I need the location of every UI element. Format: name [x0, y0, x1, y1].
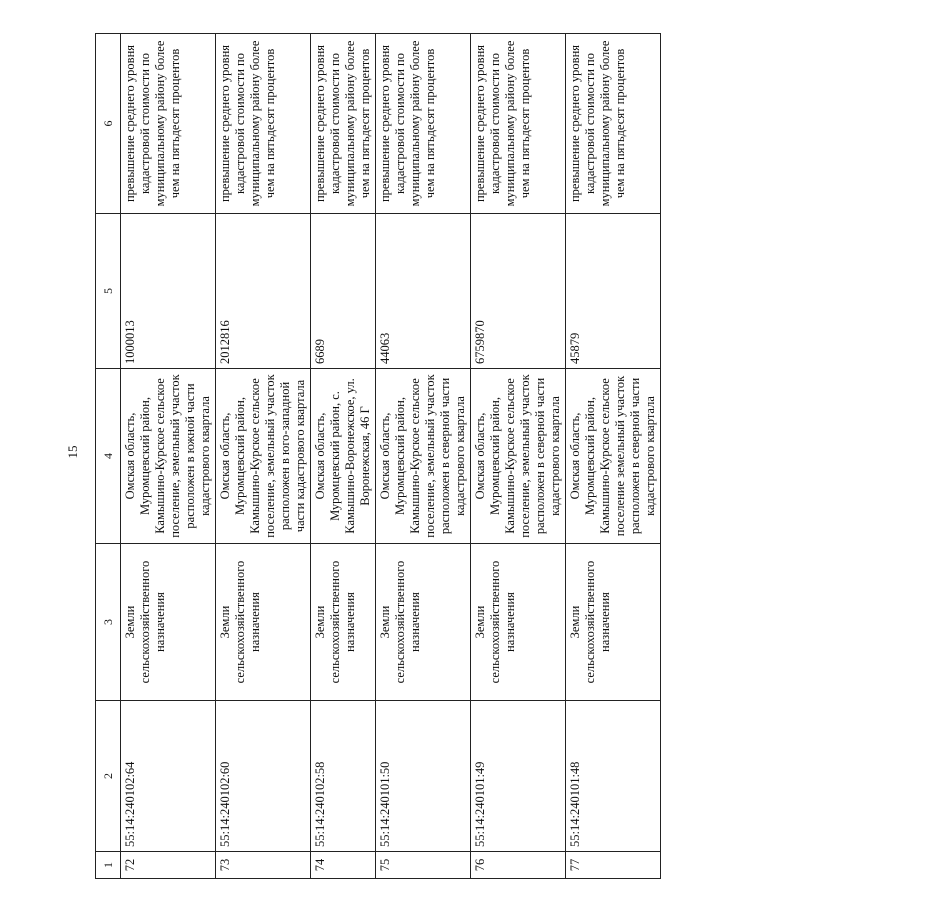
row-number: 73: [216, 852, 311, 879]
land-category: Земли сельскохозяйственного назначения: [216, 544, 311, 701]
row-number: 76: [471, 852, 566, 879]
table-container: [95, 34, 940, 872]
row-number: 75: [376, 852, 471, 879]
inclusion-reason: превышение среднего уровня кадастровой стоимости по муниципальному району более чем на пятьдесят процентов: [471, 34, 566, 214]
table-row: [311, 34, 376, 879]
column-header-5: 5: [96, 214, 121, 369]
cadastral-value: 2012816: [216, 214, 311, 369]
plot-address: Омская область, Муромцевский район, Камышино-Курское сельское поселение земельный участок расположен в северной части кадастрового квартала: [566, 369, 661, 544]
table-row: [471, 34, 566, 879]
land-category: Земли сельскохозяйственного назначения: [376, 544, 471, 701]
page-number: 15: [65, 445, 80, 459]
row-number: 74: [311, 852, 376, 879]
column-header-2: 2: [96, 701, 121, 852]
plot-address: Омская область, Муромцевский район, Камышино-Курское сельское поселение, земельный участок расположен в северной части кадастрового квартала: [376, 369, 471, 544]
table-row: [376, 34, 471, 879]
column-header-1: 1: [96, 852, 121, 879]
inclusion-reason: превышение среднего уровня кадастровой стоимости по муниципальному району более чем на пятьдесят процентов: [311, 34, 376, 214]
cadastral-value: 6759870: [471, 214, 566, 369]
plot-address: Омская область, Муромцевский район, с. Камышино-Воронежское, ул. Воронежская, 46 Г: [311, 369, 376, 544]
plot-address: Омская область, Муромцевский район, Камышино-Курское сельское поселение, земельный участок расположен в юго-западной части кадастрового квартала: [216, 369, 311, 544]
table-row: [216, 34, 311, 879]
rotated-table-frame: [95, 34, 657, 879]
land-category: Земли сельскохозяйственного назначения: [566, 544, 661, 701]
cadastral-number: 55:14:240101:49: [471, 701, 566, 852]
column-header-6: 6: [96, 34, 121, 214]
table-header-row: [96, 34, 121, 879]
cadastral-number: 55:14:240101:50: [376, 701, 471, 852]
cadastral-value: 6689: [311, 214, 376, 369]
land-category: Земли сельскохозяйственного назначения: [121, 544, 216, 701]
inclusion-reason: превышение среднего уровня кадастровой стоимости по муниципальному району более чем на пятьдесят процентов: [121, 34, 216, 214]
land-category: Земли сельскохозяйственного назначения: [471, 544, 566, 701]
cadastral-registry-table: [95, 33, 661, 879]
column-header-3: 3: [96, 544, 121, 701]
cadastral-number: 55:14:240102:58: [311, 701, 376, 852]
cadastral-number: 55:14:240102:64: [121, 701, 216, 852]
cadastral-number: 55:14:240101:48: [566, 701, 661, 852]
row-number: 72: [121, 852, 216, 879]
table-row: [121, 34, 216, 879]
row-number: 77: [566, 852, 661, 879]
table-row: [566, 34, 661, 879]
cadastral-value: 44063: [376, 214, 471, 369]
plot-address: Омская область, Муромцевский район, Камышино-Курское сельское поселение, земельный участок расположен в южной части кадастрового квартала: [121, 369, 216, 544]
cadastral-value: 1000013: [121, 214, 216, 369]
inclusion-reason: превышение среднего уровня кадастровой стоимости по муниципальному району более чем на пятьдесят процентов: [376, 34, 471, 214]
cadastral-value: 45879: [566, 214, 661, 369]
plot-address: Омская область, Муромцевский район, Камышино-Курское сельское поселение, земельный участок расположен в северной части кадастрового квартала: [471, 369, 566, 544]
cadastral-number: 55:14:240102:60: [216, 701, 311, 852]
land-category: Земли сельскохозяйственного назначения: [311, 544, 376, 701]
inclusion-reason: превышение среднего уровня кадастровой стоимости по муниципальному району более чем на пятьдесят процентов: [216, 34, 311, 214]
inclusion-reason: превышение среднего уровня кадастровой стоимости по муниципальному району более чем на пятьдесят процентов: [566, 34, 661, 214]
column-header-4: 4: [96, 369, 121, 544]
